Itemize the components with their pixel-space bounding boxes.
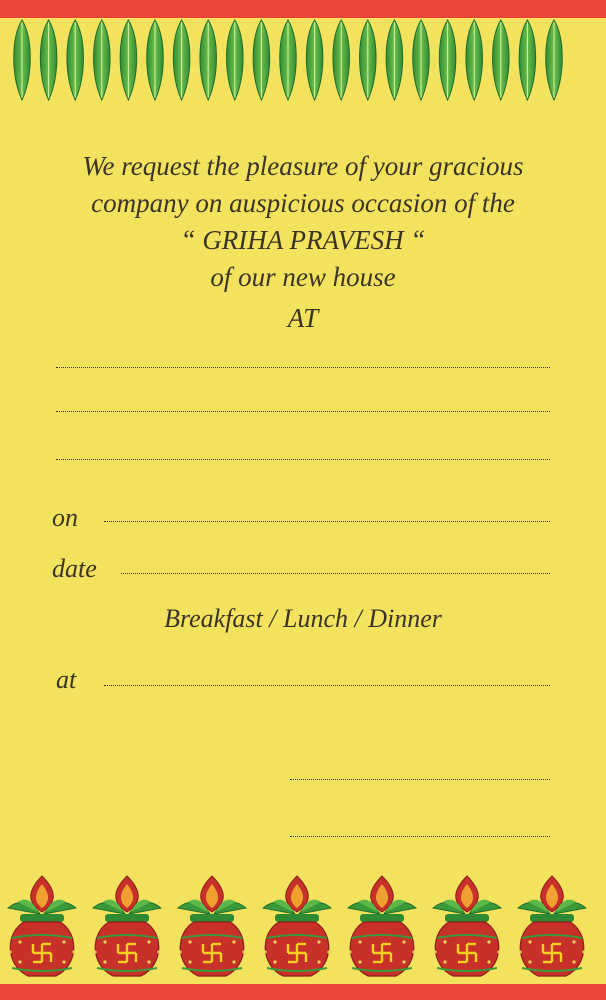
kalash-pot-icon [178, 876, 246, 976]
meal-options: Breakfast / Lunch / Dinner [164, 604, 442, 633]
host-line-1[interactable] [290, 779, 550, 780]
venue-fill-line[interactable] [104, 685, 550, 686]
address-line-1[interactable] [56, 367, 550, 368]
kalash-pot-row [0, 872, 606, 984]
at-label: at [56, 665, 77, 694]
kalash-pot-icon [518, 876, 586, 976]
kalash-pot-icon [433, 876, 501, 976]
invite-line-1: We request the pleasure of your gracious [82, 151, 524, 181]
invite-at-heading: AT [287, 303, 319, 333]
date-label: date [52, 554, 97, 583]
invite-line-4: of our new house [210, 262, 396, 292]
invite-title: “ GRIHA PRAVESH “ [180, 225, 426, 255]
host-line-2[interactable] [290, 836, 550, 837]
invite-line-2: company on auspicious occasion of the [91, 188, 515, 218]
kalash-pot-icon [348, 876, 416, 976]
on-fill-line[interactable] [104, 521, 550, 522]
bottom-red-border [0, 984, 606, 1000]
mango-leaf-garland [0, 16, 606, 106]
on-label: on [52, 503, 78, 532]
date-fill-line[interactable] [121, 573, 550, 574]
kalash-pot-icon [263, 876, 331, 976]
address-line-3[interactable] [56, 459, 550, 460]
kalash-pot-icon [8, 876, 76, 976]
kalash-pot-icon [93, 876, 161, 976]
address-line-2[interactable] [56, 411, 550, 412]
